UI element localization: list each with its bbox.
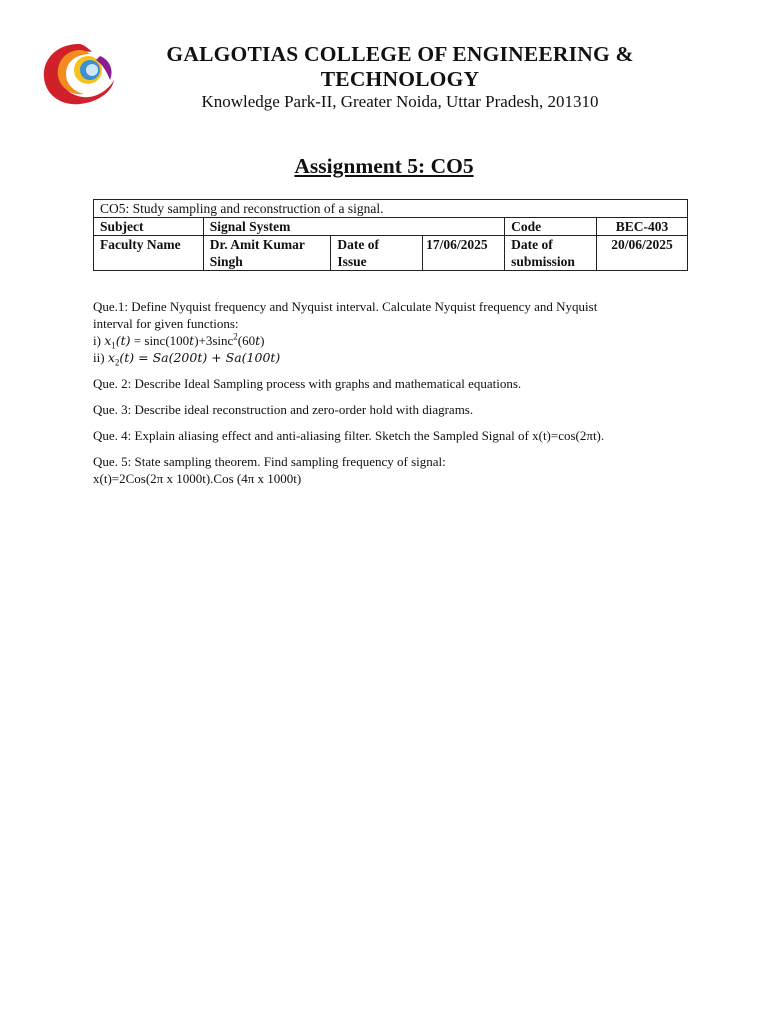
question-4: Que. 4: Explain aliasing effect and anti-aliasing filter. Sketch the Sampled Signal of x(t)=cos(2πt). — [93, 428, 605, 443]
assignment-info-table — [93, 199, 688, 271]
assignment-title: Assignment 5: CO5 — [294, 154, 474, 178]
co-row — [94, 200, 688, 218]
code-value: BEC-403 — [597, 218, 688, 236]
subject-label: Subject — [94, 218, 204, 236]
submission-label: Date of submission — [505, 236, 597, 271]
subject-value: Signal System — [203, 218, 504, 236]
question-3: Que. 3: Describe ideal reconstruction and zero-order hold with diagrams. — [93, 402, 474, 417]
college-address: Knowledge Park-II, Greater Noida, Uttar Pradesh, 201310 — [201, 92, 599, 111]
faculty-value: Dr. Amit Kumar Singh — [203, 236, 331, 271]
issue-label: Date of Issue — [331, 236, 423, 271]
question-1-part-i: i) $x_1(t) = \sin c(100t)+3\sin c^2(60t)$ — [93, 331, 265, 351]
subject-row — [94, 218, 688, 236]
issue-date: 17/06/2025 — [423, 236, 505, 271]
question-list — [93, 298, 693, 496]
question-5: Que. 5: State sampling theorem. Find sampling frequency of signal: x(t)=2Cos(2π x 1000t).Cos (4π x 1000t) — [93, 453, 693, 487]
faculty-row — [94, 236, 688, 271]
submission-date: 20/06/2025 — [597, 236, 688, 271]
college-logo — [40, 40, 118, 108]
question-5-formula: x(t)=2Cos(2π x 1000t).Cos (4π x 1000t) — [93, 471, 302, 486]
co-description: CO5: Study sampling and reconstruction of a signal. — [94, 200, 688, 218]
question-1-part-ii: ii) $x_2(t) = Sa(200t) + Sa(100t)$ — [93, 350, 281, 368]
question-2: Que. 2: Describe Ideal Sampling process with graphs and mathematical equations. — [93, 376, 522, 391]
code-label: Code — [505, 218, 597, 236]
question-1: Que.1: Define Nyquist frequency and Nyquist interval. Calculate Nyquist frequency and Nyquist interval for given functions: i) $x_1(t) = \sin c(100t)+3\sin c^2(60t)$ ii) $x_2(t) = Sa(200t) + Sa(100t)$ — [93, 298, 693, 366]
faculty-label: Faculty Name — [94, 236, 204, 271]
college-name: GALGOTIAS COLLEGE OF ENGINEERING & TECHNOLOGY — [166, 42, 634, 91]
